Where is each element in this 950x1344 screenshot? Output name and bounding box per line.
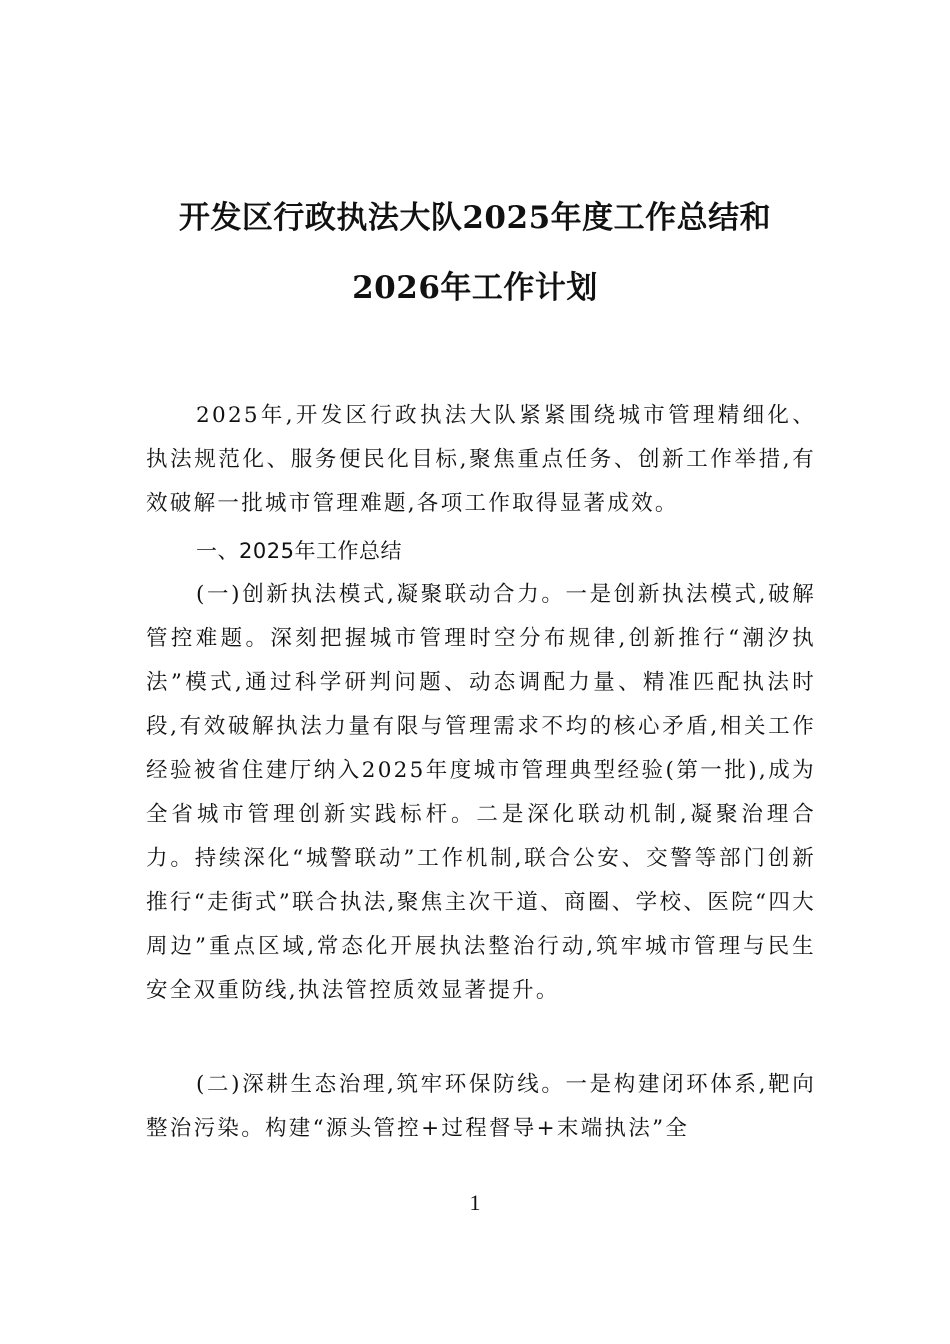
document-title-line-2: 2026年工作计划 [352, 270, 598, 306]
item-2-paragraph [146, 1063, 816, 1151]
page-number: 1 [469, 1190, 481, 1215]
item-1-paragraph [146, 573, 816, 1013]
document-title-line-1: 开发区行政执法大队2025年度工作总结和 [178, 200, 772, 236]
item-2-lead: (二)深耕生态治理,筑牢环保防线。 [196, 1072, 566, 1097]
item-1-body: 一是创新执法模式,破解管控难题。深刻把握城市管理时空分布规律,创新推行“潮汐执法”模式,通过科学研判问题、动态调配力量、精准匹配执法时段,有效破解执法力量有限与管理需求不均的核心矛盾,相关工作经验被省住建厅纳入2025年度城市管理典型经验(第一批),成为全省城市管理创新实践标杆。二是深化联动机制,凝聚治理合力。持续深化“城警联动”工作机制,联合公安、交警等部门创新推行“走街式”联合执法,聚焦主次干道、商圈、学校、医院“四大周边”重点区域,常态化开展执法整治行动,筑牢城市管理与民生安全双重防线,执法管控质效显著提升。 [146, 582, 816, 1003]
intro-paragraph: 2025年,开发区行政执法大队紧紧围绕城市管理精细化、执法规范化、服务便民化目标,聚焦重点任务、创新工作举措,有效破解一批城市管理难题,各项工作取得显著成效。 [146, 403, 816, 516]
section-heading: 一、2025年工作总结 [196, 539, 402, 563]
item-2-body: 一是构建闭环体系,靶向整治污染。构建“源头管控+过程督导+末端执法”全 [146, 1072, 816, 1141]
item-1-lead: (一)创新执法模式,凝聚联动合力。 [196, 582, 566, 607]
